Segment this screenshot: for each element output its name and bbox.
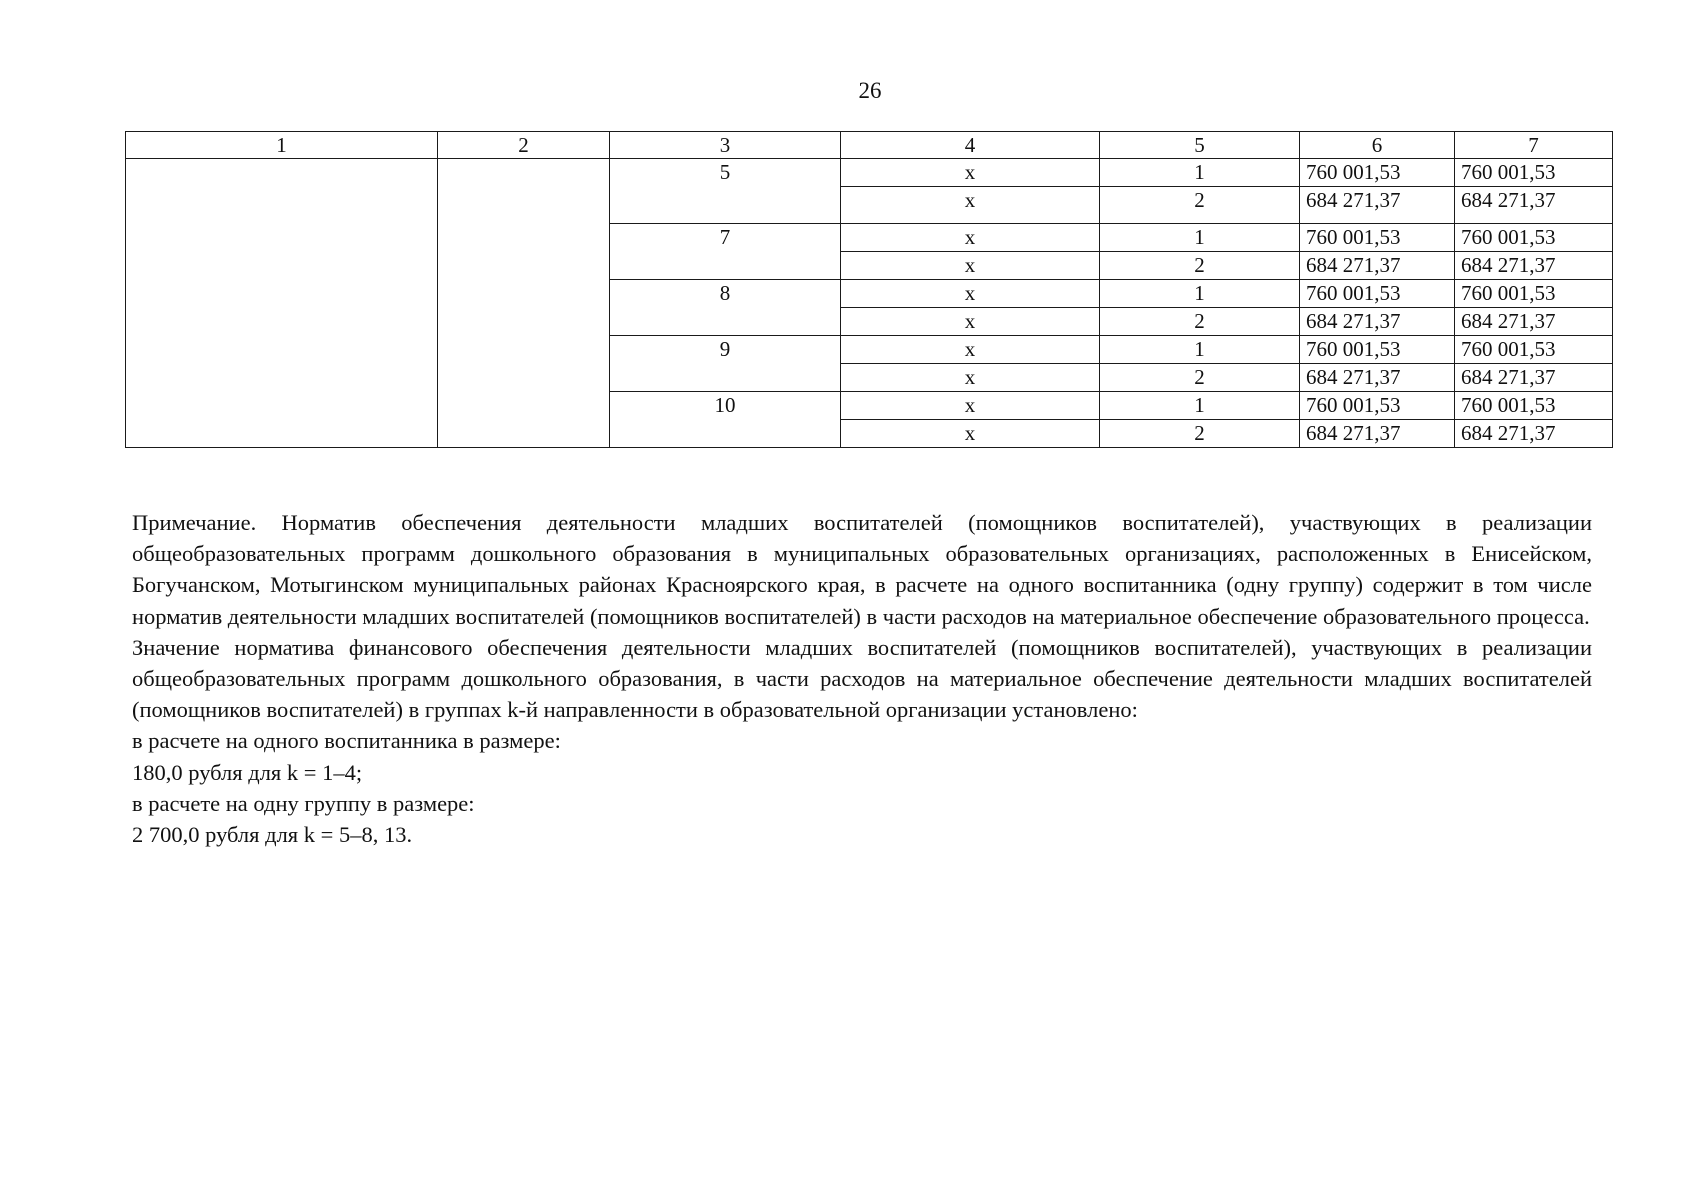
cell-n: 1 bbox=[1100, 392, 1300, 420]
cell-n: 1 bbox=[1100, 336, 1300, 364]
col-header-6: 6 bbox=[1300, 132, 1455, 159]
cell-v6: 684 271,37 bbox=[1300, 364, 1455, 392]
group-k-cell: 8 bbox=[610, 280, 841, 336]
cell-v7: 760 001,53 bbox=[1455, 336, 1613, 364]
cell-v6: 760 001,53 bbox=[1300, 224, 1455, 252]
cell-n: 2 bbox=[1100, 252, 1300, 280]
col-header-4: 4 bbox=[841, 132, 1100, 159]
cell-v6: 760 001,53 bbox=[1300, 392, 1455, 420]
note-line-rate-1: 180,0 рубля для k = 1–4; bbox=[132, 759, 363, 785]
cell-v7: 684 271,37 bbox=[1455, 187, 1613, 224]
note-section bbox=[132, 507, 1592, 850]
cell-v6: 760 001,53 bbox=[1300, 336, 1455, 364]
page-number: 26 bbox=[858, 78, 882, 103]
header-row bbox=[126, 132, 1613, 159]
cell-n: 2 bbox=[1100, 187, 1300, 224]
col2-cell bbox=[438, 159, 610, 448]
col-header-1: 1 bbox=[126, 132, 438, 159]
cell-x: х bbox=[841, 336, 1100, 364]
cell-v6: 760 001,53 bbox=[1300, 280, 1455, 308]
col-header-5: 5 bbox=[1100, 132, 1300, 159]
group-k-cell: 7 bbox=[610, 224, 841, 280]
cell-n: 2 bbox=[1100, 420, 1300, 448]
normative-table bbox=[125, 131, 1613, 448]
cell-v7: 760 001,53 bbox=[1455, 280, 1613, 308]
cell-v7: 760 001,53 bbox=[1455, 224, 1613, 252]
cell-v6: 684 271,37 bbox=[1300, 252, 1455, 280]
col-header-2: 2 bbox=[438, 132, 610, 159]
cell-x: х bbox=[841, 224, 1100, 252]
cell-n: 1 bbox=[1100, 159, 1300, 187]
cell-n: 2 bbox=[1100, 364, 1300, 392]
group-k-cell: 10 bbox=[610, 392, 841, 448]
note-line-per-child: в расчете на одного воспитанника в размере: bbox=[132, 728, 561, 754]
note-line-rate-2: 2 700,0 рубля для k = 5–8, 13. bbox=[132, 822, 413, 848]
note-paragraph-2: Значение норматива финансового обеспечения деятельности младших воспитателей (помощников воспитателей), участвующих в реализации общеобразовательных программ дошкольного образования, в части расходов на материальное обеспечение деятельности младших воспитателей (помощников воспитателей) в группах k-й направленности в образовательной организации установлено: bbox=[132, 634, 1592, 723]
cell-n: 1 bbox=[1100, 224, 1300, 252]
cell-v7: 760 001,53 bbox=[1455, 159, 1613, 187]
cell-x: х bbox=[841, 392, 1100, 420]
table-row bbox=[126, 159, 1613, 187]
cell-n: 1 bbox=[1100, 280, 1300, 308]
cell-x: х bbox=[841, 420, 1100, 448]
group-k-cell: 5 bbox=[610, 159, 841, 224]
note-paragraph-1: Примечание. Норматив обеспечения деятельности младших воспитателей (помощников воспитателей), участвующих в реализации общеобразовательных программ дошкольного образования в муниципальных образовательных организациях, расположенных в Енисейском, Богучанском, Мотыгинском муниципальных районах Красноярского края, в расчете на одного воспитанника (одну группу) содержит в том числе норматив деятельности младших воспитателей (помощников воспитателей) в части расходов на материальное обеспечение образовательного процесса. bbox=[132, 510, 1592, 629]
col1-cell bbox=[126, 159, 438, 448]
cell-v7: 684 271,37 bbox=[1455, 364, 1613, 392]
cell-v7: 760 001,53 bbox=[1455, 392, 1613, 420]
col-header-3: 3 bbox=[610, 132, 841, 159]
cell-x: х bbox=[841, 308, 1100, 336]
cell-x: х bbox=[841, 252, 1100, 280]
col-header-7: 7 bbox=[1455, 132, 1613, 159]
cell-x: х bbox=[841, 364, 1100, 392]
cell-x: х bbox=[841, 159, 1100, 187]
cell-v7: 684 271,37 bbox=[1455, 308, 1613, 336]
cell-x: х bbox=[841, 187, 1100, 224]
cell-v6: 684 271,37 bbox=[1300, 187, 1455, 224]
cell-v6: 760 001,53 bbox=[1300, 159, 1455, 187]
cell-v6: 684 271,37 bbox=[1300, 308, 1455, 336]
cell-v6: 684 271,37 bbox=[1300, 420, 1455, 448]
cell-x: х bbox=[841, 280, 1100, 308]
group-k-cell: 9 bbox=[610, 336, 841, 392]
cell-v7: 684 271,37 bbox=[1455, 252, 1613, 280]
cell-n: 2 bbox=[1100, 308, 1300, 336]
cell-v7: 684 271,37 bbox=[1455, 420, 1613, 448]
note-line-per-group: в расчете на одну группу в размере: bbox=[132, 790, 475, 816]
